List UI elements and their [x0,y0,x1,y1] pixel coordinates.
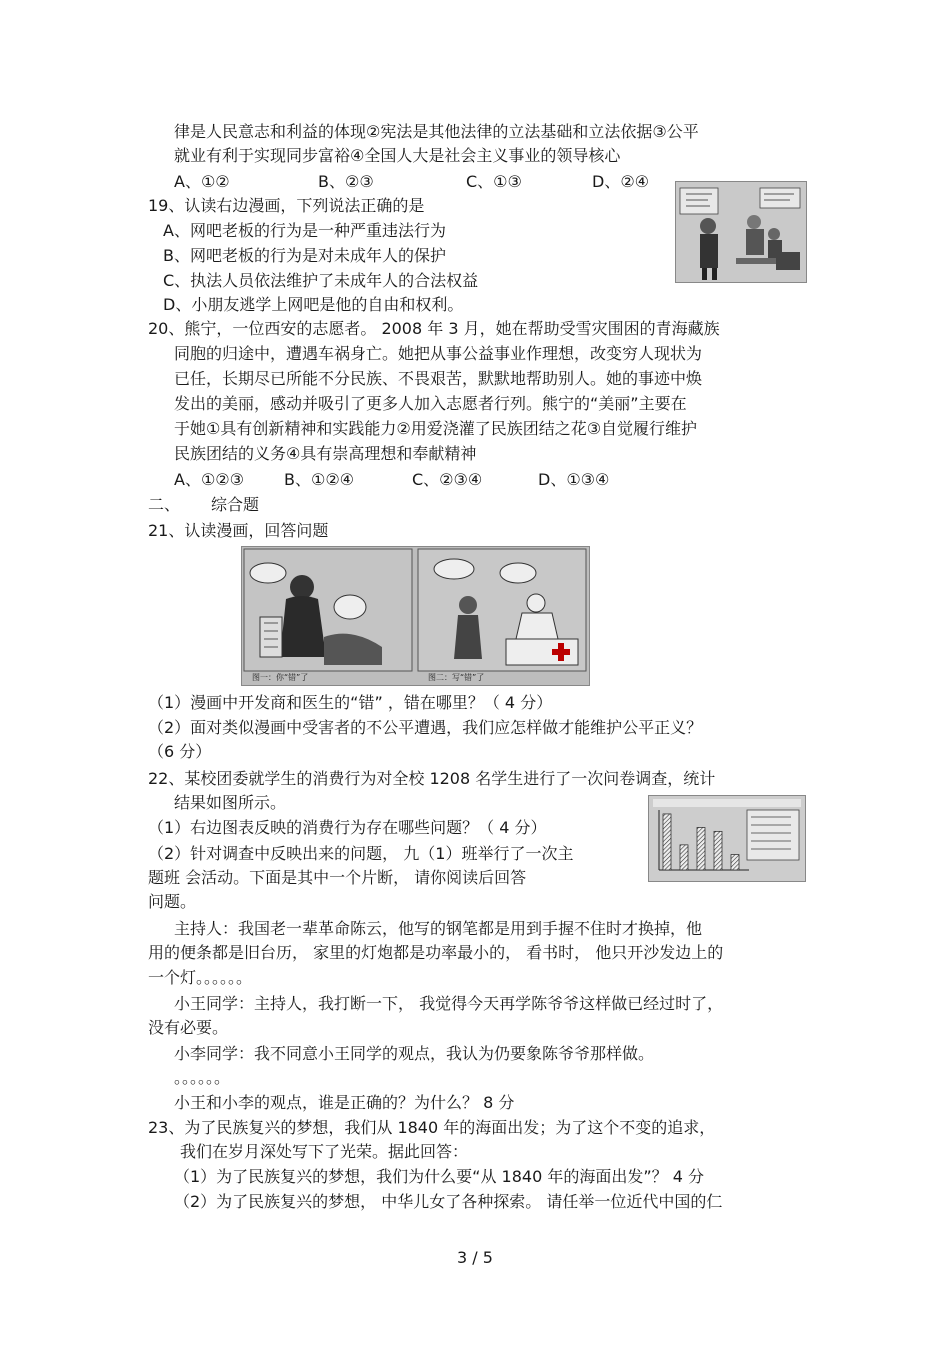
svg-text:图一：你“错”了: 图一：你“错”了 [252,673,309,682]
q20-line5: 于她①具有创新精神和实践能力②用爱浇灌了民族团结之花③自觉履行维护 [174,419,698,438]
survey-chart-svg [649,796,805,881]
q21-part2-score: （6 分） [148,742,212,761]
option-a: A、①② [174,172,230,191]
q22-question: 小王和小李的观点，谁是正确的？为什么？ 8 分 [174,1093,515,1112]
q20-line4: 发出的美丽，感动并吸引了更多人加入志愿者行列。熊宁的“美丽”主要在 [174,394,687,413]
q21-part2: （2）面对类似漫画中受害者的不公平遭遇，我们应怎样做才能维护公平正义？ [148,718,703,737]
q21-cartoon-image [241,546,590,686]
q19-option-d: D、小朋友逃学上网吧是他的自由和权利。 [163,295,464,314]
page-number: 3 / 5 [457,1248,493,1267]
survey-bar-3 [697,827,705,870]
cartoon-drawing [242,547,589,685]
option-c: C、②③④ [412,470,483,489]
q20-line3: 已任，长期尽已所能不分民族、不畏艰苦，默默地帮助别人。她的事迹中焕 [174,369,703,388]
q20-line1: 20、熊宁，一位西安的志愿者。 2008 年 3 月，她在帮助受雪灾围困的青海藏族 [148,319,720,338]
q22-line1: 22、某校团委就学生的消费行为对全校 1208 名学生进行了一次问卷调查，统计 [148,769,716,788]
svg-text:图二：写“错”了: 图二：写“错”了 [428,673,485,682]
option-b: B、①②④ [284,470,355,489]
q20-line6: 民族团结的义务④具有崇高理想和奉献精神 [174,444,477,463]
q22-part2-b: 题班 会活动。下面是其中一个片断， 请你阅读后回答 [148,868,527,887]
q20-options [174,469,609,491]
cartoon-drawing [676,182,806,282]
option-d: D、②④ [592,172,650,191]
q20-line2: 同胞的归途中，遭遇车祸身亡。她把从事公益事业作理想，改变穷人现状为 [174,344,703,363]
option-d: D、①③④ [538,470,610,489]
q22-li-line2: 。。。。。。 [174,1068,231,1087]
survey-bar-1 [663,814,671,870]
q23-line1: 23、为了民族复兴的梦想，我们从 1840 年的海面出发；为了这个不变的追求， [148,1118,716,1137]
option-a: A、①②③ [174,470,244,489]
q18-line1: 律是人民意志和利益的体现②宪法是其他法律的立法基础和立法依据③公平 [174,122,699,141]
q19-option-c: C、执法人员依法维护了未成年人的合法权益 [163,271,479,290]
survey-bar-2 [680,845,688,870]
q22-line2: 结果如图所示。 [174,793,287,812]
q23-part1: （1）为了民族复兴的梦想，我们为什么要“从 1840 年的海面出发”？ 4 分 [174,1167,705,1186]
q22-li-line1: 小李同学：我不同意小王同学的观点，我认为仍要象陈爷爷那样做。 [174,1044,655,1063]
q23-line2: 我们在岁月深处写下了光荣。据此回答： [180,1142,469,1161]
q22-part2-c: 问题。 [148,892,197,911]
q22-part2-a: （2）针对调查中反映出来的问题， 九（1）班举行了一次主 [148,844,574,863]
section2-number: 二、 [148,495,181,514]
q19-stem: 19、认读右边漫画，下列说法正确的是 [148,196,425,215]
q22-survey-chart [648,795,806,882]
q22-host-line1: 主持人：我国老一辈革命陈云，他写的钢笔都是用到手握不住时才换掉，他 [174,919,703,938]
q21-stem: 21、认读漫画，回答问题 [148,521,329,540]
survey-bar-5 [731,855,739,870]
survey-bar-4 [714,831,722,870]
option-c: C、①③ [466,172,522,191]
q22-part1: （1）右边图表反映的消费行为存在哪些问题？（ 4 分） [148,818,547,837]
q19-option-b: B、网吧老板的行为是对未成年人的保护 [163,246,446,265]
q19-option-a: A、网吧老板的行为是一种严重违法行为 [163,221,446,240]
q22-wang-line2: 没有必要。 [148,1018,229,1037]
q23-part2: （2）为了民族复兴的梦想， 中华儿女了各种探索。 请任举一位近代中国的仁 [174,1192,723,1211]
section2-title: 综合题 [211,495,260,514]
q21-part1: （1）漫画中开发商和医生的“错” ，错在哪里？（ 4 分） [148,693,553,712]
q22-host-line3: 一个灯。。。。。。 [148,968,253,987]
option-b: B、②③ [318,172,374,191]
chart-title-strip [653,799,801,807]
q18-line2: 就业有利于实现同步富裕④全国人大是社会主义事业的领导核心 [174,146,621,165]
q22-host-line2: 用的便条都是旧台历， 家里的灯炮都是功率最小的， 看书时， 他只开沙发边上的 [148,943,724,962]
q22-wang-line1: 小王同学：主持人，我打断一下， 我觉得今天再学陈爷爷这样做已经过时了， [174,994,724,1013]
q18-options [174,171,649,193]
q19-cartoon-image [675,181,807,283]
